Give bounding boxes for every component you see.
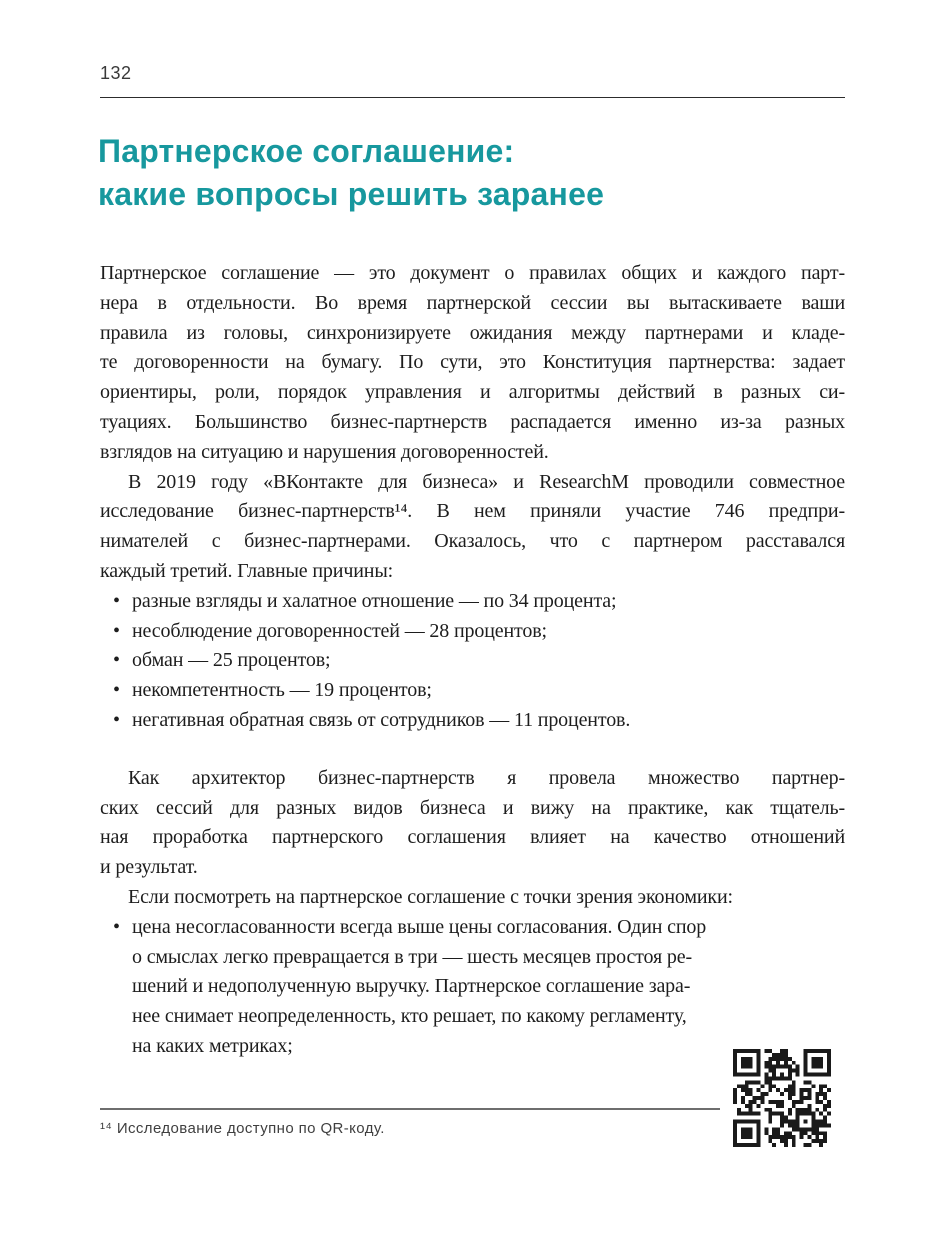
footnote-marker: ¹⁴ <box>100 1120 113 1137</box>
text-line: Как архитектор бизнес-партнерств я провела множество партнер- <box>128 766 845 789</box>
text-line: взглядов на ситуацию и нарушения договоренностей. <box>100 440 549 463</box>
footnote <box>100 1120 385 1137</box>
bullet-list <box>100 587 845 736</box>
text-line: обман — 25 процентов; <box>132 649 331 672</box>
paragraph <box>100 883 845 913</box>
text-line: цена несогласованности всегда выше цены согласования. Один спор <box>132 915 707 938</box>
bullet-icon: • <box>113 708 120 731</box>
bullet-item <box>100 913 845 1062</box>
text-line: нее снимает неопределенность, кто решает, по какому регламенту, <box>132 1005 687 1028</box>
paragraph <box>100 468 845 587</box>
text-line: несоблюдение договоренностей — 28 процентов; <box>132 619 547 642</box>
text-line: негативная обратная связь от сотрудников — 11 процентов. <box>132 708 631 731</box>
bullet-icon: • <box>113 589 120 612</box>
bullet-item <box>100 676 845 706</box>
bullet-icon: • <box>113 649 120 672</box>
bullet-icon: • <box>113 679 120 702</box>
text-line: о смыслах легко превращается в три — шесть месяцев простоя ре- <box>132 945 692 968</box>
bullet-item <box>100 617 845 647</box>
bullet-icon: • <box>113 915 120 938</box>
text-line: каждый третий. Главные причины: <box>100 559 394 582</box>
text-line: В 2019 году «ВКонтакте для бизнеса» и ResearchM проводили совместное <box>128 470 845 493</box>
text-line: ориентиры, роли, порядок управления и алгоритмы действий в разных си- <box>100 381 845 404</box>
qr-code-image <box>733 1049 831 1147</box>
bullet-item <box>100 706 845 736</box>
footnote-rule <box>100 1108 720 1110</box>
footnote-text: Исследование доступно по QR-коду. <box>116 1120 385 1137</box>
text-line: разные взгляды и халатное отношение — по 34 процента; <box>132 589 617 612</box>
paragraph <box>100 764 845 883</box>
text-line: некомпетентность — 19 процентов; <box>132 679 432 702</box>
bullet-item <box>100 587 845 617</box>
text-line: исследование бизнес-партнерств¹⁴. В нем приняли участие 746 предпри- <box>100 500 845 523</box>
text-line: нимателей с бизнес-партнерами. Оказалось, что с партнером расставался <box>100 530 845 553</box>
page-number: 132 <box>100 63 132 83</box>
bullet-list <box>100 913 845 1062</box>
text-line: шений и недополученную выручку. Партнерское соглашение зара- <box>132 975 691 998</box>
body-text <box>100 259 845 1062</box>
text-line: Если посмотреть на партнерское соглашение с точки зрения экономики: <box>128 885 733 908</box>
text-line: правила из головы, синхронизируете ожидания между партнерами и кладе- <box>100 321 845 344</box>
chapter-heading <box>98 130 604 216</box>
text-line: нера в отдельности. Во время партнерской сессии вы вытаскиваете ваши <box>100 291 845 314</box>
paragraph <box>100 259 845 468</box>
bullet-icon: • <box>113 619 120 642</box>
text-line: те договоренности на бумагу. По сути, это Конституция партнерства: задает <box>100 351 845 374</box>
chapter-heading-line2: какие вопросы решить заранее <box>98 176 605 212</box>
text-line: туациях. Большинство бизнес-партнерств распадается именно из-за разных <box>100 410 845 433</box>
text-line: Партнерское соглашение — это документ о правилах общих и каждого парт- <box>100 262 845 284</box>
chapter-heading-line1: Партнерское соглашение: <box>98 133 515 169</box>
header-rule <box>100 97 845 98</box>
text-line: ских сессий для разных видов бизнеса и вижу на практике, как тщатель- <box>100 796 845 819</box>
text-line: и результат. <box>100 856 198 879</box>
text-line: ная проработка партнерского соглашения влияет на качество отношений <box>100 826 845 849</box>
bullet-item <box>100 646 845 676</box>
text-line: на каких метриках; <box>132 1034 293 1057</box>
